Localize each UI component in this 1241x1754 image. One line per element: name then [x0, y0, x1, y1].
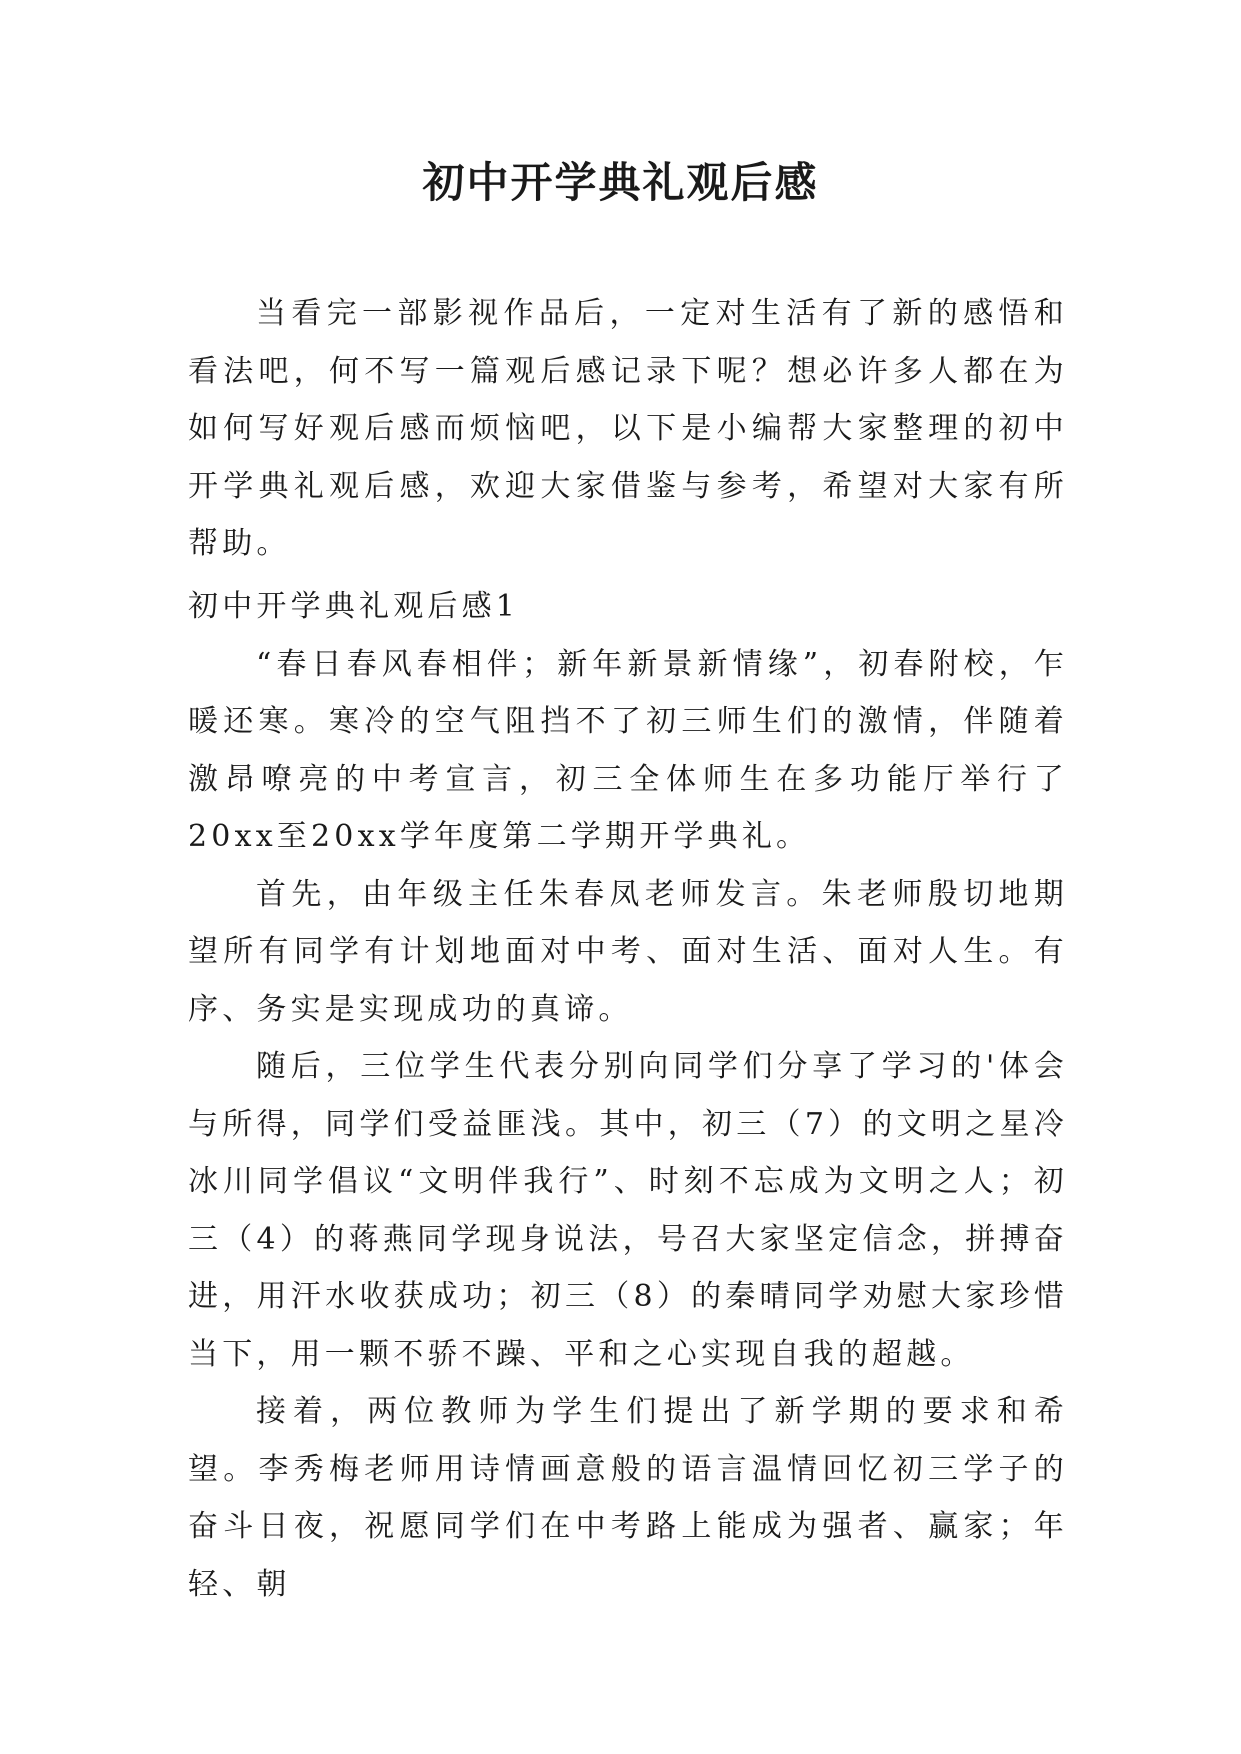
body-paragraph: 随后，三位学生代表分别向同学们分享了学习的'体会与所得，同学们受益匪浅。其中，初三（7）的文明之星冷冰川同学倡议“文明伴我行”、时刻不忘成为文明之人；初三（4）的蒋燕同学现身说法，号召大家坚定信念，拼搏奋进，用汗水收获成功；初三（8）的秦晴同学劝慰大家珍惜当下，用一颗不骄不躁、平和之心实现自我的超越。 — [188, 1049, 1068, 1372]
document-title: 初中开学典礼观后感 — [422, 158, 819, 207]
body-paragraph: 首先，由年级主任朱春凤老师发言。朱老师殷切地期望所有同学有计划地面对中考、面对生活、面对人生。有序、务实是实现成功的真谛。 — [188, 876, 1068, 1027]
intro-block — [188, 285, 1068, 573]
section-heading: 初中开学典礼观后感1 — [188, 589, 520, 624]
body-paragraph: 接着，两位教师为学生们提出了新学期的要求和希望。李秀梅老师用诗情画意般的语言温情回忆初三学子的奋斗日夜，祝愿同学们在中考路上能成为强者、赢家；年轻、朝 — [188, 1394, 1068, 1602]
intro-paragraph: 当看完一部影视作品后，一定对生活有了新的感悟和看法吧，何不写一篇观后感记录下呢？想必许多人都在为如何写好观后感而烦恼吧，以下是小编帮大家整理的初中开学典礼观后感，欢迎大家借鉴与参考，希望对大家有所帮助。 — [188, 296, 1068, 561]
article-body — [188, 578, 1068, 1613]
body-paragraph: “春日春风春相伴；新年新景新情缘”，初春附校，乍暖还寒。寒冷的空气阻挡不了初三师生们的激情，伴随着激昂嘹亮的中考宣言，初三全体师生在多功能厅举行了20xx至20xx学年度第二学期开学典礼。 — [188, 646, 1068, 854]
